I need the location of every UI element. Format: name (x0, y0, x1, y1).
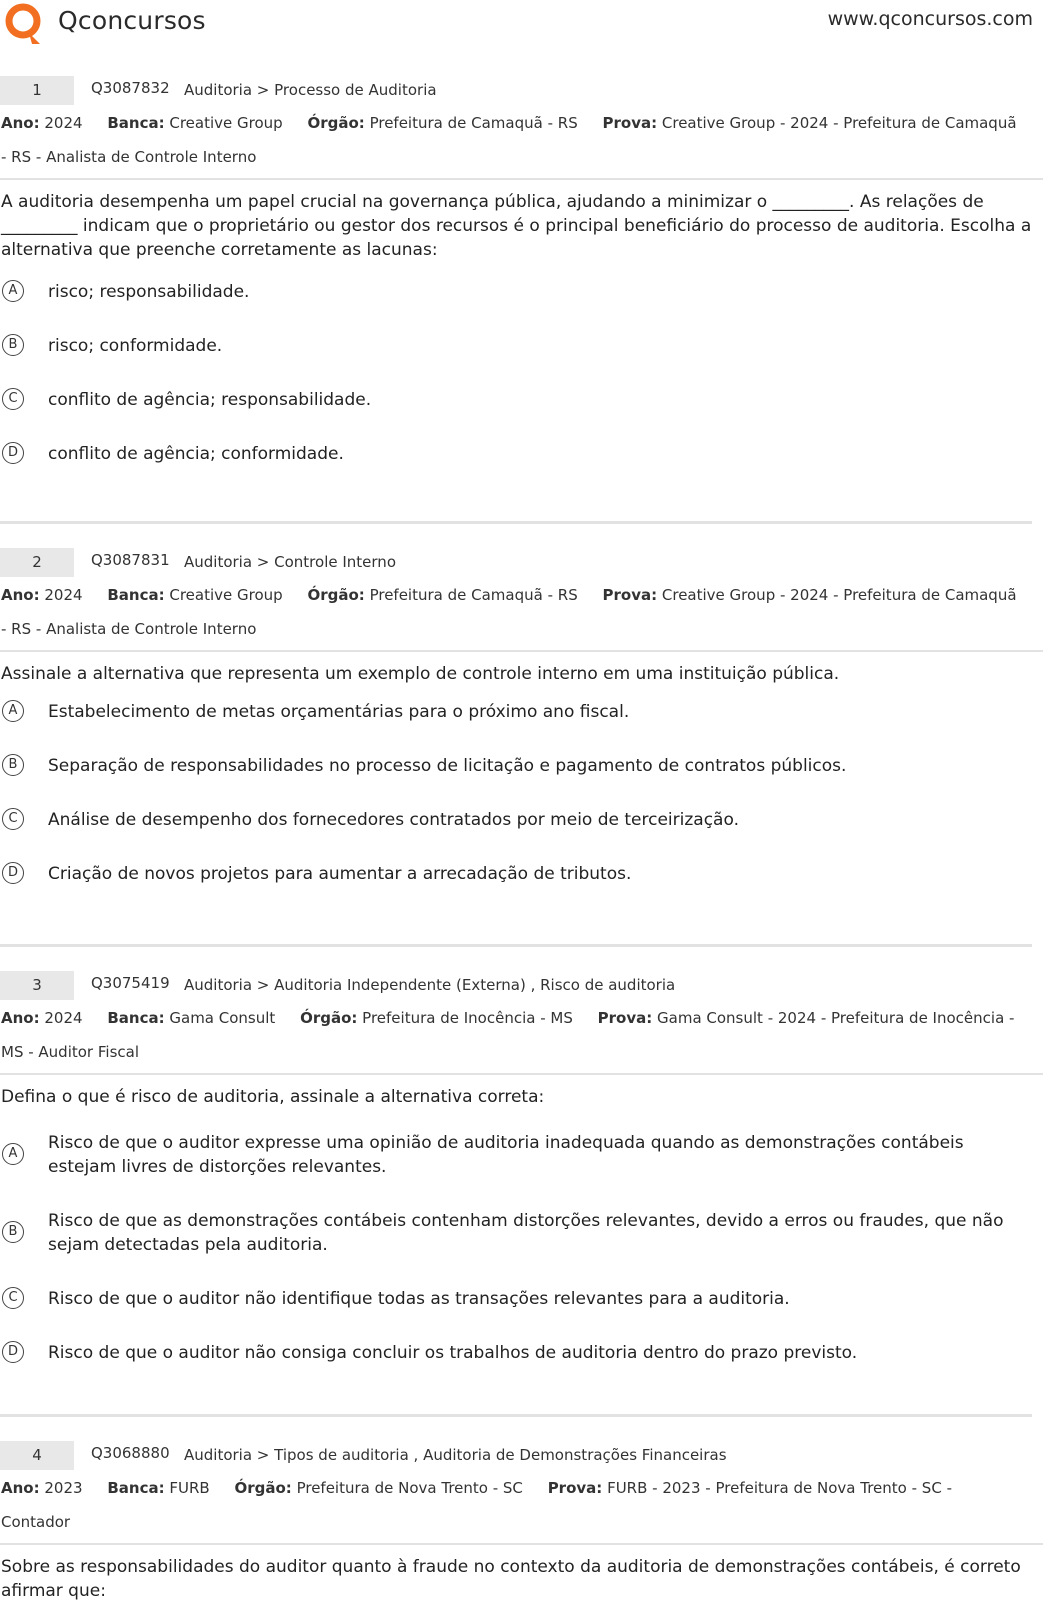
question-statement: Assinale a alternativa que representa um exemplo de controle interno em uma instituição pública. (1, 664, 840, 684)
meta-ano: 2024 (44, 1009, 83, 1027)
qconcursos-logo-icon[interactable] (2, 2, 46, 46)
meta-orgao: Prefeitura de Camaquã - RS (369, 586, 578, 604)
question-number: 4 (0, 1441, 74, 1470)
question-subject: Auditoria > Tipos de auditoria , Auditoria de Demonstrações Financeiras (184, 1446, 727, 1464)
divider (0, 1073, 1043, 1075)
question-card (0, 971, 1043, 1395)
page-header (0, 0, 1043, 50)
meta-orgao: Prefeitura de Camaquã - RS (369, 114, 578, 132)
option-text: risco; conformidade. (48, 336, 223, 356)
question-id[interactable]: Q3087831 (91, 551, 170, 569)
question-statement: Sobre as responsabilidades do auditor quanto à fraude no contexto da auditoria de demonstrações contábeis, é correto afirmar que: (1, 1557, 1021, 1601)
option-d[interactable] (0, 1341, 1043, 1365)
meta-prova: Creative Group - 2024 - Prefeitura de Camaquã - RS - Analista de Controle Interno (1, 114, 1017, 166)
option-c[interactable] (0, 388, 1043, 412)
question-meta (0, 1471, 1021, 1539)
question-id[interactable]: Q3075419 (91, 974, 170, 992)
meta-banca: Gama Consult (169, 1009, 276, 1027)
question-separator (0, 1414, 1032, 1417)
option-text: Estabelecimento de metas orçamentárias para o próximo ano fiscal. (48, 702, 630, 722)
options-list (0, 1131, 1043, 1365)
option-letter[interactable]: C (2, 1287, 24, 1309)
meta-prova: FURB - 2023 - Prefeitura de Nova Trento - SC - Contador (1, 1479, 952, 1531)
question-meta (0, 578, 1021, 646)
divider (0, 650, 1043, 652)
option-text: risco; responsabilidade. (48, 282, 250, 302)
question-number: 1 (0, 76, 74, 105)
question-subject: Auditoria > Controle Interno (184, 553, 396, 571)
option-b[interactable] (0, 334, 1043, 358)
question-id[interactable]: Q3087832 (91, 79, 170, 97)
meta-label-prova: Prova: (602, 114, 658, 132)
option-text: conflito de agência; responsabilidade. (48, 390, 372, 410)
meta-label-prova: Prova: (597, 1009, 653, 1027)
option-c[interactable] (0, 808, 1043, 832)
option-text: Risco de que o auditor não identifique todas as transações relevantes para a auditoria. (48, 1289, 790, 1309)
question-header (0, 971, 1043, 1001)
meta-ano: 2024 (44, 114, 83, 132)
question-statement: Defina o que é risco de auditoria, assinale a alternativa correta: (1, 1087, 545, 1107)
question-meta (0, 106, 1021, 174)
option-letter[interactable]: B (2, 1221, 24, 1243)
site-url: www.qconcursos.com (827, 8, 1033, 30)
option-text: Risco de que as demonstrações contábeis contenham distorções relevantes, devido a erros ou fraudes, que não sejam detectadas pela auditoria. (48, 1211, 1004, 1255)
question-separator (0, 521, 1032, 524)
options-list (0, 700, 1043, 886)
option-text: Análise de desempenho dos fornecedores contratados por meio de terceirização. (48, 810, 739, 830)
option-text: Criação de novos projetos para aumentar a arrecadação de tributos. (48, 864, 632, 884)
option-letter[interactable]: D (2, 1341, 24, 1363)
meta-label-ano: Ano: (1, 1009, 40, 1027)
option-letter[interactable]: A (2, 1143, 24, 1165)
option-a[interactable] (0, 1131, 1043, 1179)
meta-banca: FURB (169, 1479, 210, 1497)
option-text: Separação de responsabilidades no processo de licitação e pagamento de contratos públicos. (48, 756, 847, 776)
options-list (0, 280, 1043, 466)
option-letter[interactable]: A (2, 700, 24, 722)
question-header (0, 76, 1043, 106)
option-b[interactable] (0, 1209, 1043, 1257)
option-letter[interactable]: A (2, 280, 24, 302)
question-number: 2 (0, 548, 74, 577)
meta-ano: 2024 (44, 586, 83, 604)
meta-label-orgao: Órgão: (300, 1009, 358, 1027)
question-subject: Auditoria > Processo de Auditoria (184, 81, 437, 99)
option-letter[interactable]: B (2, 754, 24, 776)
question-header (0, 1441, 1043, 1471)
question-separator (0, 944, 1032, 947)
option-d[interactable] (0, 862, 1043, 886)
meta-label-ano: Ano: (1, 114, 40, 132)
meta-prova: Gama Consult - 2024 - Prefeitura de Inocência - MS - Auditor Fiscal (1, 1009, 1015, 1061)
meta-prova: Creative Group - 2024 - Prefeitura de Camaquã - RS - Analista de Controle Interno (1, 586, 1017, 638)
meta-orgao: Prefeitura de Nova Trento - SC (296, 1479, 523, 1497)
option-d[interactable] (0, 442, 1043, 466)
question-id[interactable]: Q3068880 (91, 1444, 170, 1462)
option-letter[interactable]: D (2, 442, 24, 464)
option-letter[interactable]: C (2, 808, 24, 830)
option-text: Risco de que o auditor não consiga concluir os trabalhos de auditoria dentro do prazo previsto. (48, 1343, 858, 1363)
meta-ano: 2023 (44, 1479, 83, 1497)
question-card (0, 76, 1043, 496)
question-card (0, 548, 1043, 916)
question-meta (0, 1001, 1021, 1069)
meta-label-orgao: Órgão: (234, 1479, 292, 1497)
divider (0, 178, 1043, 180)
meta-label-ano: Ano: (1, 1479, 40, 1497)
option-a[interactable] (0, 700, 1043, 724)
question-header (0, 548, 1043, 578)
meta-label-banca: Banca: (107, 1009, 165, 1027)
meta-label-orgao: Órgão: (307, 114, 365, 132)
question-card (0, 1441, 1043, 1603)
meta-label-banca: Banca: (107, 114, 165, 132)
meta-label-banca: Banca: (107, 1479, 165, 1497)
option-letter[interactable]: B (2, 334, 24, 356)
question-statement: A auditoria desempenha um papel crucial na governança pública, ajudando a minimizar o _________. As relações de _________ indicam que o proprietário ou gestor dos recursos é o principal beneficiário do processo de auditoria. Escolha a alternativa que preenche corretamente as lacunas: (1, 192, 1032, 260)
meta-banca: Creative Group (169, 114, 283, 132)
question-number: 3 (0, 971, 74, 1000)
option-text: conflito de agência; conformidade. (48, 444, 344, 464)
meta-label-banca: Banca: (107, 586, 165, 604)
meta-banca: Creative Group (169, 586, 283, 604)
option-a[interactable] (0, 280, 1043, 304)
option-text: Risco de que o auditor expresse uma opinião de auditoria inadequada quando as demonstrações contábeis estejam livres de distorções relevantes. (48, 1133, 964, 1177)
option-letter[interactable]: D (2, 862, 24, 884)
option-c[interactable] (0, 1287, 1043, 1311)
meta-label-ano: Ano: (1, 586, 40, 604)
meta-label-orgao: Órgão: (307, 586, 365, 604)
meta-label-prova: Prova: (547, 1479, 603, 1497)
divider (0, 1543, 1043, 1545)
option-letter[interactable]: C (2, 388, 24, 410)
brand-name[interactable]: Qconcursos (58, 6, 206, 35)
question-subject: Auditoria > Auditoria Independente (Externa) , Risco de auditoria (184, 976, 676, 994)
option-b[interactable] (0, 754, 1043, 778)
meta-label-prova: Prova: (602, 586, 658, 604)
meta-orgao: Prefeitura de Inocência - MS (362, 1009, 573, 1027)
